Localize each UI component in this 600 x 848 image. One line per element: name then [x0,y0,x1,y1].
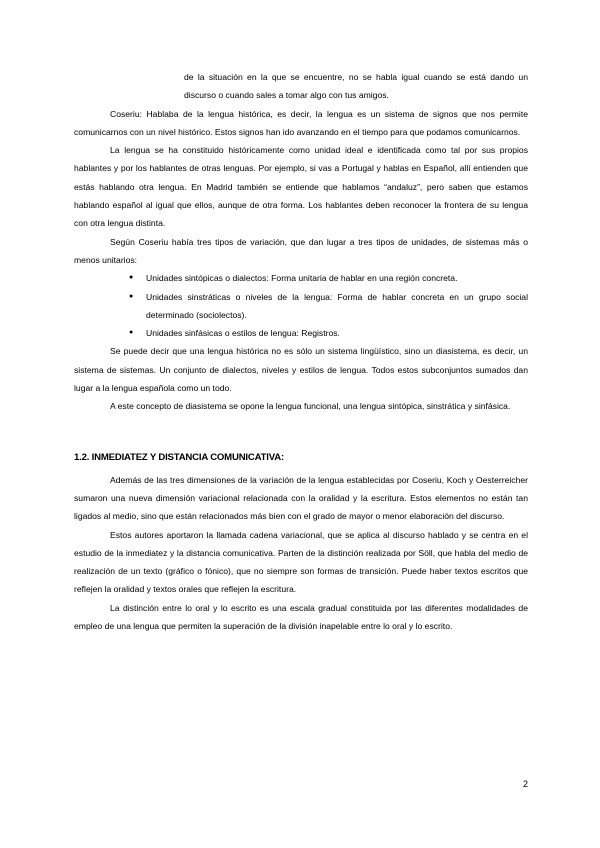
section-heading: 1.2. INMEDIATEZ Y DISTANCIA COMUNICATIVA: [74,451,284,463]
paragraph-coseriu: Coseriu: Hablaba de la lengua histórica, es decir, la lengua es un sistema de signos que nos permite comunicarnos con un nivel histórico. Estos signos han ido avanzando en el tiempo para que podamos comunicarnos. [74,108,528,137]
paragraph-lengua-historica: La lengua se ha constituido históricamente como unidad ideal e identificada como tal por sus propios hablantes y por los hablantes de otras lenguas. Por ejemplo, si vas a Portugal y hablas en Español, allí entienden que estás hablando otra lengua. En Madrid también se entiende que hablamos “andaluz”, pero saben que estamos hablando español al igual que ellos, aunque de otra forma. Los hablantes deben reconocer la frontera de su lengua con otra lengua distinta. [74,145,528,229]
list-item: ● Unidades sinstráticas o niveles de la lengua: Forma de hablar concreta en un grupo social determinado (sociolectos). [146,288,528,325]
paragraph-koch-oesterreicher: Además de las tres dimensiones de la variación de la lengua establecidas por Coseriu, Koch y Oesterreicher sumaron una nueva dimensión variacional relacionada con la oralidad y la escritura. Estos elementos no están tan ligados al medio, sino que están relacionados más bien con el grado de mayor o menor elaboración del discurso. [74,474,528,522]
list-item: ● Unidades sintópicas o dialectos: Forma unitaria de hablar en una región concreta. [146,269,528,287]
paragraph-diasistema: Se puede decir que una lengua histórica no es sólo un sistema lingüístico, sino un diasistema, es decir, un sistema de sistemas. Un conjunto de dialectos, niveles y estilos de lengua. Todos estos subconjuntos sumados dan lugar a la lengua española como un todo. [74,346,528,394]
paragraph-lengua-funcional: A este concepto de diasistema se opone la lengua funcional, una lengua sintópica, sinstrática y sinfásica. [110,401,511,412]
bullet-list [74,269,528,342]
paragraph-oral-escrito: La distinción entre lo oral y lo escrito es una escala gradual constituida por las diferentes modalidades de empleo de una lengua que permiten la superación de la división inapelable entre lo oral y lo escrito. [74,602,528,632]
paragraph-cadena-variacional: Estos autores aportaron la llamada cadena variacional, que se aplica al discurso hablado y se centra en el estudio de la inmediatez y la distancia comunicativa. Parten de la distinción realizada por Söll, que habla del medio de realización de un texto (gráfico o fónico), que no siempre son formas de transición. Puede haber textos escritos que reflejen la oralidad y textos orales que reflejen la escritura. [74,529,528,595]
continued-paragraph: de la situación en la que se encuentre, no se habla igual cuando se está dando un discurso o cuando sales a tomar algo con tus amigos. [184,72,528,101]
paragraph-tipos-variacion: Según Coseriu había tres tipos de variación, que dan lugar a tres tipos de unidades, de sistemas más o menos unitarios: [74,236,528,265]
list-item: ● Unidades sinfásicas o estilos de lengua: Registros. [146,324,528,342]
page-number: 2 [522,779,528,789]
page-content [74,68,528,635]
